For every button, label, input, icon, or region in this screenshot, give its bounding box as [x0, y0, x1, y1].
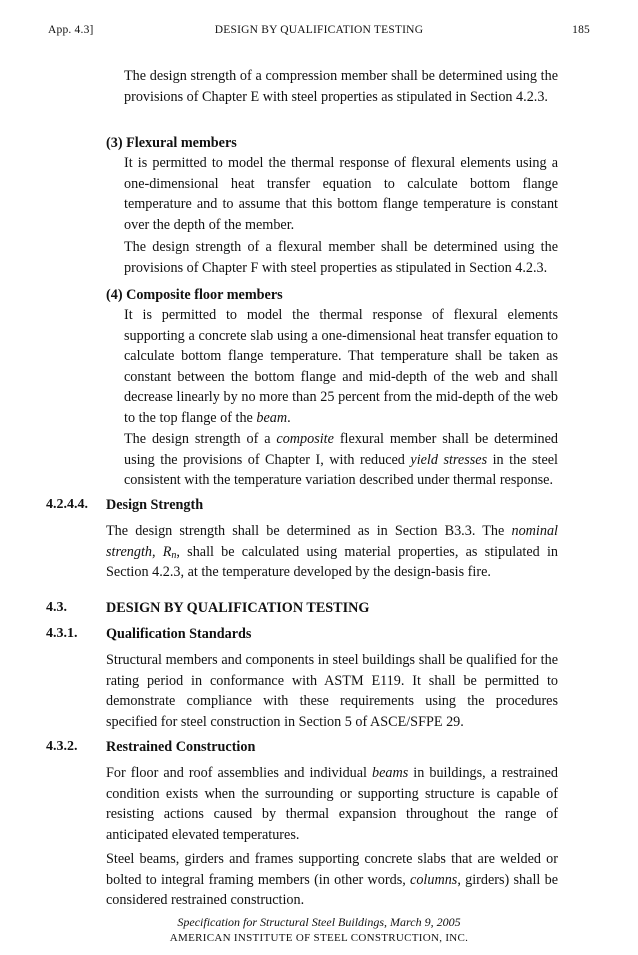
page-number: 185 [572, 24, 590, 36]
paragraph-composite-strength: The design strength of a composite flexural member shall be determined using the provisions of Chapter I, with reduced yield stresses in the steel consistent with the temperature variation described under thermal response. [124, 431, 558, 488]
section-number-4-3: 4.3. [46, 600, 67, 615]
subheading-composite-floor: (4) Composite floor members [106, 287, 283, 303]
running-header-title: DESIGN BY QUALIFICATION TESTING [214, 24, 424, 36]
section-title-qualification-standards: Qualification Standards [106, 626, 252, 642]
paragraph-flexural-thermal: It is permitted to model the thermal response of flexural elements using a one-dimensional heat transfer equation to calculate bottom flange temperature and to assume that this bottom flange temperature is constant over the depth of the member. [124, 155, 558, 233]
section-title-design-strength: Design Strength [106, 497, 204, 513]
section-number-4-2-4-4: 4.2.4.4. [46, 497, 88, 512]
paragraph-design-strength: The design strength shall be determined as in Section B3.3. The nominal strength, $R_n$, shall be calculated using material properties, as stipulated in Section 4.2.3, at the temperature developed by the design-basis fire. [106, 523, 559, 580]
paragraph-flexural-strength: The design strength of a flexural member shall be determined using the provisions of Chapter F with steel properties as stipulated in Section 4.2.3. [124, 239, 558, 276]
subheading-flexural-members: (3) Flexural members [106, 135, 237, 151]
paragraph-restrained-members: Steel beams, girders and frames supporting concrete slabs that are welded or bolted to integral framing members (in other words, columns, girders) shall be considered restrained construction. [106, 851, 558, 908]
paragraph-qualification-standards: Structural members and components in steel buildings shall be qualified for the rating period in conformance with ASTM E119. It shall be permitted to demonstrate compliance with these requirements using the procedures specified for steel construction in Section 5 of ASCE/SFPE 29. [106, 652, 558, 730]
paragraph-composite-thermal: It is permitted to model the thermal response of flexural elements supporting a concrete slab using a one-dimensional heat transfer equation to calculate bottom flange temperature. That temperature shall be taken as constant between the bottom flange and mid-depth of the web and shall decrease linearly by no more than 25 percent from the mid-depth of the web to the top flange of the beam. [124, 307, 558, 426]
section-number-4-3-2: 4.3.2. [46, 739, 78, 754]
paragraph-compression-strength: The design strength of a compression member shall be determined using the provisions of Chapter E with steel properties as stipulated in Section 4.2.3. [124, 68, 558, 105]
section-title-restrained-construction: Restrained Construction [106, 739, 256, 755]
running-header-section: App. 4.3] [48, 24, 94, 36]
section-title-qualification-testing: DESIGN BY QUALIFICATION TESTING [106, 600, 370, 616]
footer-specification-line: Specification for Structural Steel Buildings, March 9, 2005 [177, 915, 461, 929]
section-number-4-3-1: 4.3.1. [46, 626, 78, 641]
paragraph-restrained-condition: For floor and roof assemblies and individual beams in buildings, a restrained condition exists when the surrounding or supporting structure is capable of resisting actions caused by thermal expansion throughout the range of anticipated elevated temperatures. [106, 765, 558, 843]
footer-publisher-line: AMERICAN INSTITUTE OF STEEL CONSTRUCTION, INC. [169, 932, 469, 944]
